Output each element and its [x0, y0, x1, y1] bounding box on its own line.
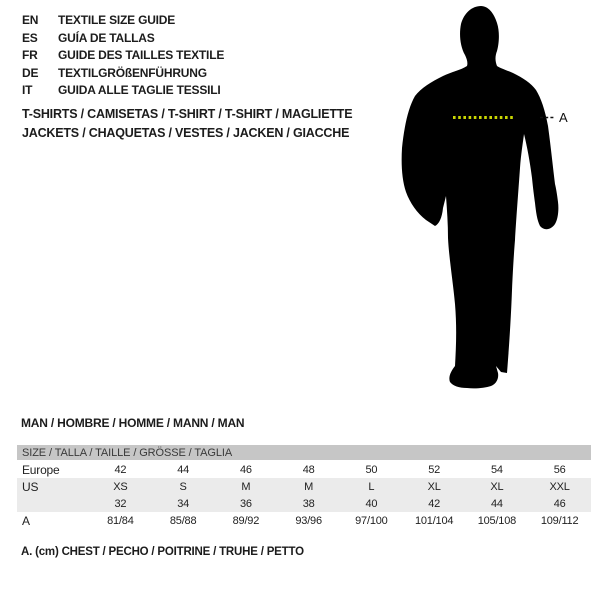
table-cell: 42 — [114, 463, 127, 476]
table-cell: 101/104 — [414, 514, 454, 527]
table-row-us — [17, 478, 591, 495]
table-cell: 85/88 — [169, 514, 197, 527]
table-cell: XXL — [549, 480, 570, 493]
guide-title: TEXTILGRÖßENFÜHRUNG — [58, 65, 207, 80]
table-cell: XS — [113, 480, 128, 493]
table-cell: 52 — [428, 463, 441, 476]
table-cell: 36 — [239, 497, 252, 510]
measure-marker-label: A — [559, 110, 568, 125]
table-cell: 46 — [553, 497, 566, 510]
guide-title: GUIDA ALLE TAGLIE TESSILI — [58, 83, 221, 97]
table-cell: L — [368, 480, 375, 493]
table-cell: S — [179, 480, 187, 493]
list-item — [22, 12, 224, 30]
size-table — [17, 445, 591, 529]
table-cell: 54 — [490, 463, 503, 476]
language-guide-list — [22, 12, 224, 100]
man-silhouette-figure — [393, 0, 593, 400]
table-cell: 38 — [302, 497, 315, 510]
language-code: ES — [22, 30, 38, 45]
row-label: A — [22, 513, 30, 528]
table-cell: 81/84 — [107, 514, 134, 527]
table-cell: 34 — [177, 497, 190, 510]
table-cell: 46 — [239, 463, 252, 476]
measurement-footnote: A. (cm) CHEST / PECHO / POITRINE / TRUHE / PETTO — [21, 546, 304, 558]
table-cell: 32 — [114, 497, 127, 510]
table-cell: 44 — [177, 463, 190, 476]
language-code: EN — [22, 13, 39, 27]
table-row-numeric — [17, 495, 591, 512]
garment-categories — [22, 105, 352, 143]
table-cell: 42 — [428, 497, 441, 510]
table-cell: XL — [427, 480, 441, 493]
guide-title: GUIDE DES TAILLES TEXTILE — [58, 48, 225, 62]
size-table-header: SIZE / TALLA / TAILLE / GRÖSSE / TAGLIA — [17, 445, 591, 461]
language-code: IT — [22, 83, 33, 97]
table-cell: 89/92 — [232, 514, 260, 527]
table-cell: 50 — [365, 463, 378, 476]
table-cell: 105/108 — [477, 514, 517, 527]
table-row-europe — [17, 461, 591, 478]
table-cell: 109/112 — [540, 514, 579, 527]
table-cell: 93/96 — [295, 514, 322, 527]
table-cell: 40 — [365, 497, 378, 510]
table-cell: M — [304, 480, 314, 493]
table-cell: M — [241, 480, 251, 493]
list-item — [22, 30, 224, 48]
language-code: FR — [22, 48, 38, 62]
category-jackets: JACKETS / CHAQUETAS / VESTES / JACKEN / GIACCHE — [22, 126, 350, 140]
man-silhouette — [402, 6, 559, 388]
guide-title: TEXTILE SIZE GUIDE — [58, 13, 176, 27]
language-code: DE — [22, 65, 39, 80]
list-item — [22, 65, 224, 83]
table-cell: 48 — [302, 463, 315, 476]
table-row-chest — [17, 512, 591, 529]
section-man-label: MAN / HOMBRE / HOMME / MANN / MAN — [21, 416, 245, 430]
table-cell: XL — [490, 480, 504, 493]
table-cell: 97/100 — [355, 514, 388, 527]
guide-title: GUÍA DE TALLAS — [58, 30, 155, 45]
list-item — [22, 47, 224, 65]
table-cell: 56 — [553, 463, 566, 476]
row-label: US — [22, 479, 39, 494]
row-label: Europe — [22, 462, 60, 477]
table-cell: 44 — [490, 497, 503, 510]
category-tshirts: T-SHIRTS / CAMISETAS / T-SHIRT / T-SHIRT / MAGLIETTE — [22, 107, 353, 121]
list-item — [22, 82, 224, 100]
